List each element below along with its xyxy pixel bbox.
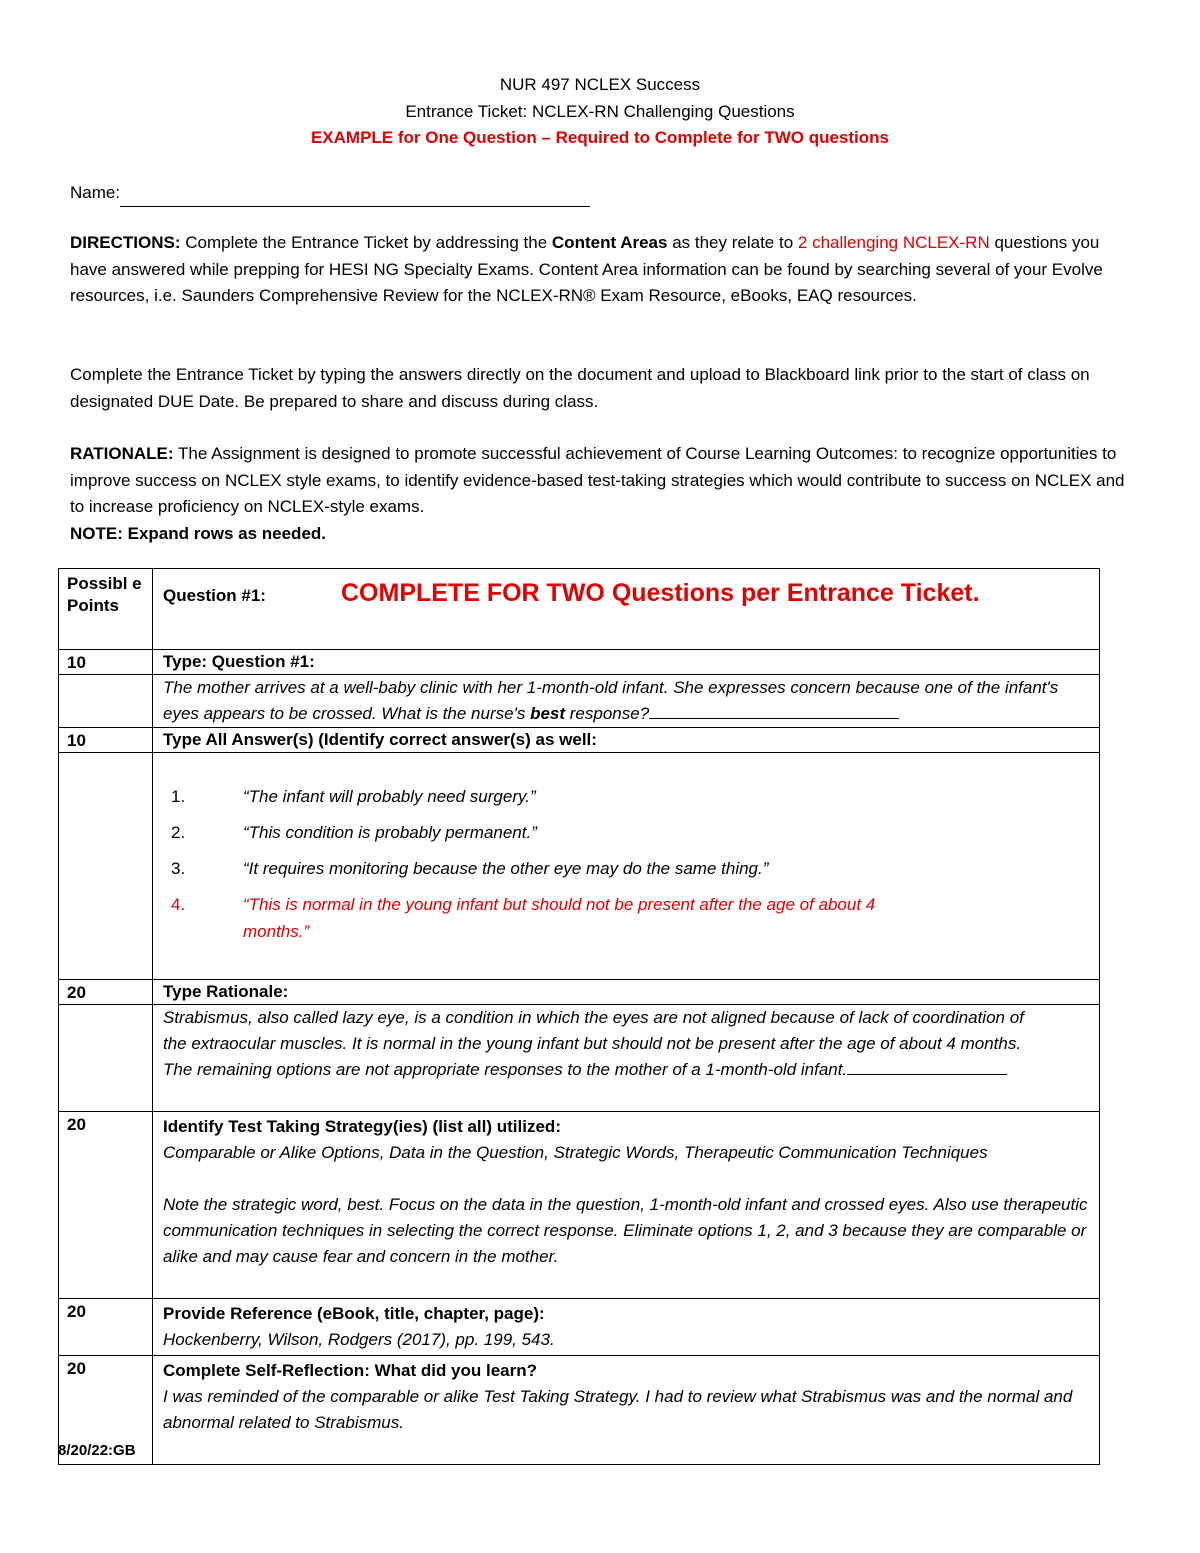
example-note: EXAMPLE for One Question – Required to Complete for TWO questions xyxy=(310,128,890,147)
course-title: NUR 497 NCLEX Success xyxy=(499,75,701,94)
directions-highlight: 2 challenging NCLEX-RN xyxy=(797,233,990,252)
rationale-paragraph xyxy=(70,441,1130,547)
points-value: 10 xyxy=(59,728,153,753)
page-subtitle: Entrance Ticket: NCLEX-RN Challenging Questions xyxy=(405,102,795,121)
table-row xyxy=(59,650,1100,675)
directions-text-1: Complete the Entrance Ticket by addressing the xyxy=(185,233,548,252)
reference-label: Provide Reference (eBook, title, chapter, page): xyxy=(163,1304,545,1323)
complete-banner: COMPLETE FOR TWO Questions per Entrance Ticket. xyxy=(341,579,980,607)
name-label: Name: xyxy=(70,183,121,202)
answer-option-4-correct: 4. “This is normal in the young infant but should not be present after the age of about 4 months.” xyxy=(171,895,876,941)
directions-text-3: questions you have answered while prepping for HESI NG Specialty Exams. Content Area information can be found by searching several of your Evolve resources, i.e. Saunders Comprehensive Review for the NCLEX-RN® Exam Resource, eBooks, EAQ resources. xyxy=(70,233,1103,305)
points-value: 20 xyxy=(59,1356,153,1465)
directions-label: DIRECTIONS: xyxy=(70,233,181,252)
points-value: 20 xyxy=(59,1112,153,1299)
question-label: Question #1: xyxy=(163,586,266,605)
reflection-label: Complete Self-Reflection: What did you learn? xyxy=(163,1361,538,1380)
type-question-label: Type: Question #1: xyxy=(153,650,1100,675)
question-text-1: The mother arrives at a well-baby clinic with her 1-month-old infant. She expresses concern because one of the infant's eyes appears to be crossed. What is the nurse's xyxy=(163,678,1059,723)
footer-date: 8/20/22:GB xyxy=(58,1442,136,1459)
rationale-label-cell: Type Rationale: xyxy=(153,980,1100,1005)
reference-cell[interactable] xyxy=(153,1299,1100,1356)
table-row xyxy=(59,728,1100,753)
strategy-list: Comparable or Alike Options, Data in the Question, Strategic Words, Therapeutic Communication Techniques xyxy=(163,1143,988,1162)
rationale-text: The Assignment is designed to promote successful achievement of Course Learning Outcomes: to recognize opportunities to improve success on NCLEX style exams, to identify evidence-based test-taking strategies which would contribute to success on NCLEX and to increase proficiency on NCLEX-style exams. xyxy=(70,444,1125,516)
reflection-cell[interactable] xyxy=(153,1356,1100,1465)
directions-text-2: as they relate to xyxy=(672,233,794,252)
table-row xyxy=(59,980,1100,1005)
points-value: 10 xyxy=(59,650,153,675)
name-field[interactable] xyxy=(70,180,1130,207)
answer-option-3: 3. “It requires monitoring because the other eye may do the same thing.” xyxy=(171,859,769,878)
name-input-line[interactable] xyxy=(120,188,590,207)
points-value: 20 xyxy=(59,1299,153,1356)
table-row xyxy=(59,1356,1100,1465)
strategy-label: Identify Test Taking Strategy(ies) (list all) utilized: xyxy=(163,1117,561,1136)
reflection-text: I was reminded of the comparable or alike Test Taking Strategy. I had to review what Strabismus was and the normal and abnormal related to Strabismus. xyxy=(163,1387,1073,1432)
table-header-row xyxy=(59,569,1100,650)
table-row xyxy=(59,1005,1100,1112)
table-row xyxy=(59,1299,1100,1356)
points-value: 20 xyxy=(59,980,153,1005)
expand-note: NOTE: Expand rows as needed. xyxy=(70,523,327,543)
table-row xyxy=(59,753,1100,980)
rationale-label: RATIONALE: xyxy=(70,444,174,463)
question-bold-word: best xyxy=(530,704,566,723)
complete-paragraph: Complete the Entrance Ticket by typing the answers directly on the document and upload to Blackboard link prior to the start of class on designated DUE Date. Be prepared to share and discuss during class. xyxy=(70,365,1090,411)
answers-cell[interactable] xyxy=(153,753,1100,980)
question-text-2: response? xyxy=(569,704,650,723)
answer-option-1: 1. “The infant will probably need surgery.” xyxy=(171,787,536,806)
points-header: Possibl e Points xyxy=(59,569,153,650)
content-areas-text: Content Areas xyxy=(551,233,668,252)
reference-text: Hockenberry, Wilson, Rodgers (2017), pp. 199, 543. xyxy=(163,1330,555,1349)
strategy-note: Note the strategic word, best. Focus on the data in the question, 1-month-old infant and crossed eyes. Also use therapeutic communication techniques in selecting the correct response. Eliminate options 1, 2, and 3 because they are comparable or alike and may cause fear and concern in the mother. xyxy=(163,1195,1088,1266)
question-header-cell xyxy=(153,569,1100,650)
question-table xyxy=(58,568,1100,1465)
answers-label: Type All Answer(s) (Identify correct answer(s) as well: xyxy=(153,728,1100,753)
table-row xyxy=(59,1112,1100,1299)
question-text-cell[interactable] xyxy=(153,675,1100,728)
strategy-cell[interactable] xyxy=(153,1112,1100,1299)
directions-paragraph xyxy=(70,230,1130,310)
rationale-text-cell[interactable]: Strabismus, also called lazy eye, is a condition in which the eyes are not aligned because of lack of coordination of the extraocular muscles. It is normal in the young infant but should not be present after the age of about 4 months. The remaining options are not appropriate responses to the mother of a 1-month-old infant. xyxy=(153,1005,1100,1112)
answer-option-2: 2. “This condition is probably permanent.” xyxy=(171,823,537,842)
table-row xyxy=(59,675,1100,728)
